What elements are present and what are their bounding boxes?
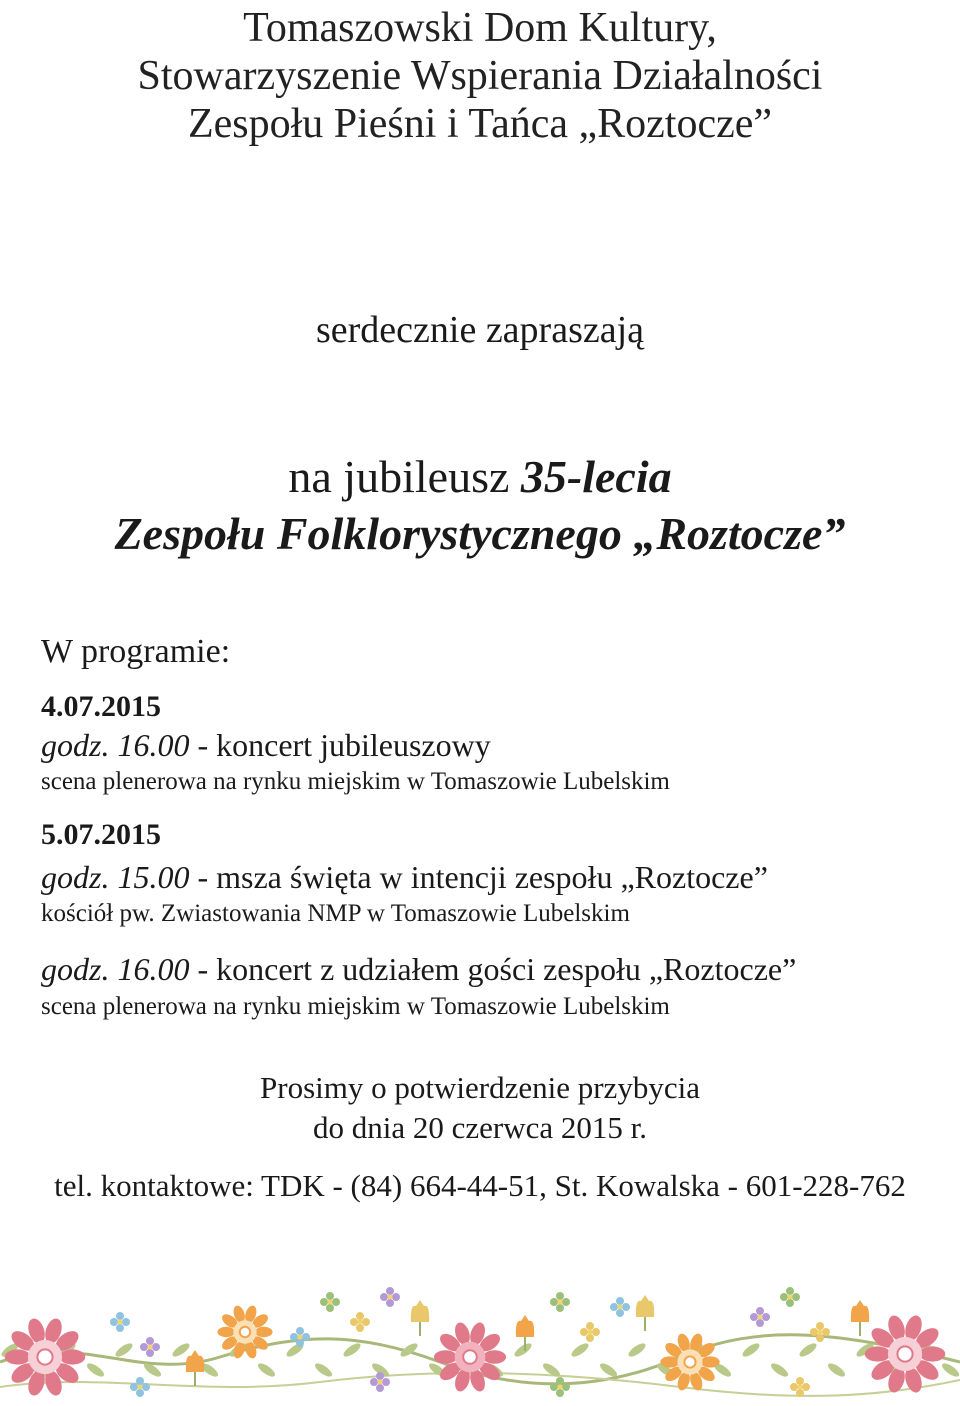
rsvp-line-2: do dnia 20 czerwca 2015 r. — [313, 1110, 647, 1145]
jubilee-line-2: Zespołu Folklorystycznego „Roztocze” — [114, 508, 846, 559]
day-1-date: 4.07.2015 — [41, 690, 161, 723]
event-time: godz. 16.00 — [41, 951, 190, 987]
event-time: godz. 15.00 — [41, 859, 190, 895]
event-desc: - koncert z udziałem gości zespołu „Roztocze” — [189, 951, 797, 987]
day-2-event-2 — [41, 951, 796, 988]
jubilee-line-1 — [0, 450, 960, 503]
rsvp-line-1: Prosimy o potwierdzenie przybycia — [260, 1070, 700, 1105]
day-2-event-2-location: scena plenerowa na rynku miejskim w Tomaszowie Lubelskim — [41, 993, 670, 1020]
jubilee-highlight: 35-lecia — [520, 451, 672, 502]
invite-text: serdecznie zapraszają — [315, 309, 645, 351]
event-desc: - koncert jubileuszowy — [189, 727, 491, 763]
jubilee-prefix: na jubileusz — [288, 451, 521, 502]
organizer-line-2: Stowarzyszenie Wspierania Działalności — [137, 53, 823, 99]
event-time: godz. 16.00 — [41, 727, 190, 763]
floral-border-ornament — [0, 1262, 960, 1406]
day-1-event-1 — [41, 727, 491, 764]
day-2-event-1 — [41, 859, 768, 896]
organizer-line-3: Zespołu Pieśni i Tańca „Roztocze” — [187, 101, 773, 147]
contact-phones: tel. kontaktowe: TDK - (84) 664-44-51, St. Kowalska - 601-228-762 — [54, 1168, 906, 1203]
day-2-event-1-location: kościół pw. Zwiastowania NMP w Tomaszowie Lubelskim — [41, 900, 630, 927]
day-1-event-1-location: scena plenerowa na rynku miejskim w Tomaszowie Lubelskim — [41, 768, 670, 795]
event-desc: - msza święta w intencji zespołu „Roztocze” — [189, 859, 768, 895]
organizer-line-1: Tomaszowski Dom Kultury, — [243, 5, 717, 51]
program-heading: W programie: — [41, 633, 231, 670]
day-2-date: 5.07.2015 — [41, 818, 161, 851]
